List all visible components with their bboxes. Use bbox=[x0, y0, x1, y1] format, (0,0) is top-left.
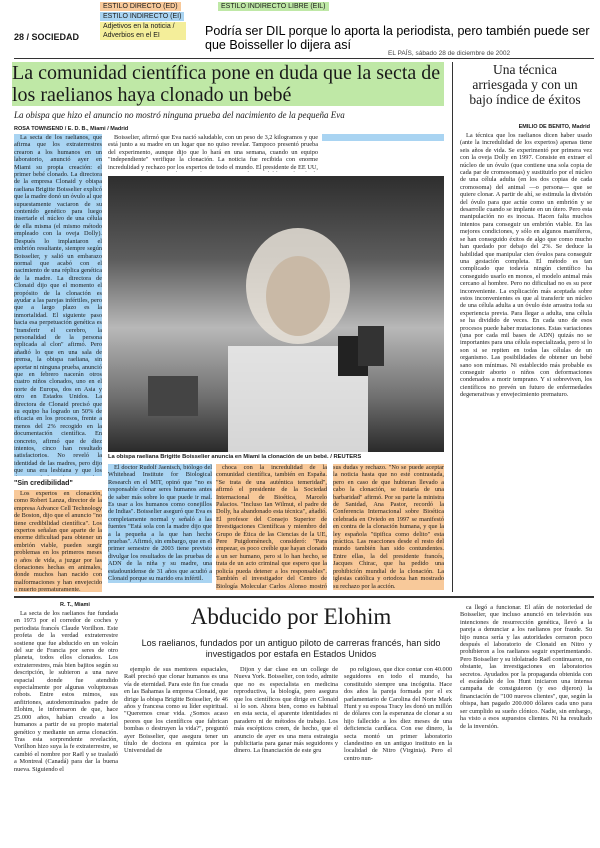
main-subhead: La obispa que hizo el anuncio no mostró ninguna prueba del nacimiento de la pequeña Eva bbox=[14, 110, 345, 120]
photo-figure bbox=[108, 176, 444, 452]
second-col3-text: Dijon y dar clase en un college de Nueva York. Boisselier, con todo, admite que no es especialista en medicina reproductiva, la biología, pero asegura que los científicos que dirige en Clonaid sí lo son. Ahora bien, como es habitual en esta secta, el aparente identidades ni paradero ni de métodos de trabajo. Los más escépticos creen, de hecho, que el anuncio de ayer es una mera estrategia publicitaria para ganar más seguidores y dinero. La financiación de este gru bbox=[234, 666, 338, 755]
main-col3-text: choca con la incredulidad de la comunidad científica, también en España. "Se trata de una auténtica temeridad", afirmó el presidente de la Sociedad Internacional de Bioética, Marcelo Palacios. "Incluso Ian Wilmut, el padre de Dolly, ha abandonado esta técnica", añadió. El profesor del Consejo Superior de Investigaciones Científicas y miembro del Grupo de Ética de las Ciencias de la UE, Pere Puigdomènech, consideró: "Para empezar, es poco creíble que hayan clonado a un ser humano, pero si lo han hecho, se trata de un acto criminal que espero que la policía pueda detener a los responsables". También el investigador del Centro de Biología Molecular Carlos Alonso mostró sus dudas y rechazo. "No se puede aceptar la noticia hasta que no esté contrastada, pero en caso de que hubieran llevado a cabo la clonación, se trataría de una barbaridad" afirmó. Por su parte la ministra de Sanidad, Ana Pastor, recordó la Conferencia Internacional sobre Bioética celebrada en Oviedo en 1997 se manifestó en contra de la clonación humana, y que la ley española "tipifica como delito" esta práctica. Las reacciones desde el resto del mundo también han sido contundentes. Entre ellas, la del presidente francés, Jacques Chirac, que ha pedido una prohibición mundial de la clonación. La iglesias católica y ortodoxa han mostrado su rechazo por la acción. bbox=[216, 464, 444, 590]
main-column-2-top bbox=[108, 134, 318, 172]
second-subhead: Los raelianos, fundados por un antiguo piloto de carreras francés, han sido investigados por estafa en Estados Unidos bbox=[141, 638, 441, 659]
sidebar-text: La técnica que los raelianos dicen haber usado (ante la incredulidad de los expertos) apenas tiene seis años de vida. Se experimentó por primera vez con la oveja Dolly en 1997. Consiste en extraer el núcleo de un óvulo (que contiene una sola copia de cada par de cromosomas) y sustituirlo por el núcleo de una célula adulta (en los dos copias de cada cromosoma) del animal —o persona— que se quiere clonar. A partir de ahí, se estimula la división del óvulo para que actúe como un embrión y se desarrolle cuando se implante en un útero. Pero esta manipulación no es inocua. Hacen falta muchos intentos para conseguir un embrión viable. En las mejores condiciones, y sólo en algunos mamíferos, se han conseguido éxitos de algo que como mucho han quedado por debajo del 2%. Se deduce la habilidad que manipular cien óvulos para conseguir una gestación completa. El método es tan complicado que todavía ningún científico ha conseguido usarlo en monos, el modelo animal más cercano al hombre. Pero no dificultad no es su peor inconveniente. La explicación más aceptada sobre estos inconvenientes es que al transferir un núcleo de una célula adulta a un óvulo éste arrastra toda su experiencia previa. Para llegar a adulta, una célula se ha dividido de veces. En cada uno de esos procesos puede haber mutaciones. Estas variaciones (una por cada mil bases de ADN) quizás no se importantes para una célula especializada, pero si lo son si se repiten en todas las células de un organismo. Las posibilidades de obtener un bebé sano son mínimas. Ni establecido más probable es conseguir aborto o niños con deformaciones condenados a morir temprano. Y si sobreviven, los científicos no prevén un futuro de enfermedades degenerativas y envejecimiento prematuro. bbox=[460, 132, 592, 399]
photo-caption: La obispa raeliana Brigitte Boisselier anuncia en Miami la clonación de un bebé. / REUTERS bbox=[108, 454, 362, 460]
legend-item-directo: ESTILO DIRECTO (ED) bbox=[100, 2, 181, 11]
main-headline: La comunidad científica pone en duda que la secta de los raelianos haya clonado un bebé bbox=[12, 62, 444, 106]
main-column-2b bbox=[108, 464, 212, 592]
main-column-1 bbox=[14, 134, 102, 476]
legend-item-libre: ESTILO INDIRECTO LIBRE (EIL) bbox=[218, 2, 329, 11]
main-col2b-text: El doctor Rudolf Jaenisch, biólogo del Whitehead Institute for Biological Research en el MIT, opinó que "no es responsable clonar seres humanos antes de saber más sobre lo que puede ir mal. Es usar a los humanos como conejillos de Indias". Boisselier aseguró que Eva es completamente normal y señaló a las fuentes "Está sola con la madre dijo que a la pequeña a la que han hecho pruebas". Afirmó, sin embargo, que en el primer semestre de 2003 tiene previsto divulgar los resultados de las pruebas de ADN de la niña y su madre, una estadounidense de 31 años que acudió a Clonaid porque su marido era infértil. bbox=[108, 464, 212, 583]
crosshead: "Sin credibilidad" bbox=[14, 480, 73, 487]
second-column-2 bbox=[124, 666, 228, 840]
sidebar-divider bbox=[452, 62, 453, 592]
main-column-3 bbox=[216, 464, 444, 592]
second-column-3 bbox=[234, 666, 338, 840]
second-column-5 bbox=[460, 604, 592, 840]
second-col4-text: po religioso, que dice contar con 40.000 seguidores en todo el mundo, ha constituido siempre una incógnita. Hace dos años la pareja formada por el ex parlamentario de Carolina del Norte Mark Hunt y su esposa Tracy les donó un millón de dólares con la esperanza de clonar a su hijo fallecido a los diez meses de una deficiencia cardíaca. Con ese dinero, la secta montó un primer laboratorio clandestino en un antiguo instituto en la localidad de Nitro (Virginia). Pero el centro nun- bbox=[344, 666, 452, 762]
legend-item-indirecto: ESTILO INDIRECTO (EI) bbox=[100, 12, 184, 21]
second-col1-text: La secta de los raelianos fue fundada en 1973 por el corredor de coches y periodista francés Claude Vorilhon. Este profeta de la verdad extraterrestre sostiene que fue abducido en un volcán del sur de Francia por seres de otro planeta, todos ellos clonados. Los extraterrestres, más bien bajitos según su descripción, le subieron a una nave espacial donde fue atendido especialmente por algunas voluptuosas robots. Entre estos mimos, sus anfitriones, autodenominados padre de Elohim, le informaron de que, hace 25.000 años, habían creado a los humanos a partir de su propio material genético y mediante un arma clonación. Tras esta sorprendente revelación, Vorilhon hizo suya la fe extraterrestre, se cambió el nombre por Raël y se trasladó a Montreal (Canadá) para dar la buena nueva. Siguiendo el bbox=[14, 610, 118, 773]
second-column-4 bbox=[344, 666, 452, 840]
handwritten-note: Podría ser DIL porque lo aporta la periodista, pero también puede ser que Boisseller lo dijera así bbox=[205, 24, 590, 52]
second-col2-text: ejemplo de sus mentores espaciales, Raël precisó que clonar humanos es una vía de eternidad. Para este fin fue creada en las Bahamas la empresa Clonaid, que dirige la obispa Brigitte Boisselier, de 46 años y francesa como su líder espiritual. "Queremos crear vida. ¿Somos acaso peores que los científicos que fabrican bombas o destruyen la vida?", preguntó ayer Boisselier, que asegura tener un título de doctora en química por la Universidad de bbox=[124, 666, 228, 755]
main-col3-top-text bbox=[322, 134, 444, 141]
dateline: EL PAÍS, sábado 28 de diciembre de 2002 bbox=[388, 50, 511, 57]
main-col2-text: Boisselier, afirmó que Eva nació saludable, con un peso de 3,2 kilogramos y que está junto a su madre en un lugar que no quiso revelar. Tampoco presentó prueba del experimento, aunque dijo que lo hará en una semana, cuando un equipo "independiente" verifique la clonación. La noticia fue recibida con enorme incredulidad y rechazo por los expertos de todo el mundo. El presidente de EE UU, bbox=[108, 134, 318, 171]
mid-rule bbox=[14, 596, 594, 598]
main-col1-text: La secta de los raelianos, que afirma que los extraterrestres crearon a los humanos en un laboratorio, anunció ayer en Miami su propia creación: el primer bebé clonado. La directora de la empresa Clonaid y obispa raeliana Brigitte Boisselier explicó que la madre donó un óvulo al que supuestamente vaciaron de su contenido genético para luego insertarle el núcleo de una célula de ella misma (el mismo método empleado con la oveja Dolly). Después lo implantaron el embrión resultante, siempre según Boisselier, y salió un embarazo normal que acabó con el nacimiento de una réplica genética de la madre. La directora de Clonaid dijo que el momento el propósito de la clonación es ayudar a las parejas infértiles, pero que a largo plazo es la inmortalidad. El siguiente paso hacia esa perpetuación genética es "transferir el cerebro, la personalidad de la persona replicada al clon" afirmó. Pero añadió lo que en una sala de prensa, la obispa raeliana, sin aportar ni ninguna prueba, anunció que en febrero nacerán otros cuatro niños clonados, uno en el norte de Europa, dos en Asia y otro en Estados Unidos. La directora de Clonaid precisó que su equipo ha logrado un 50% de eficacia en los procesos, frente a menos del 2% recogido en la documentación científica. En concreto, afirmó que de diez intentos, cinco han resultado satisfactorios. No reveló la identidad de las madres, pero dijo que una era lesbiana y que los bbox=[14, 134, 102, 476]
photo-boisselier bbox=[108, 176, 444, 452]
main-byline: ROSA TOWNSEND / E. D. B., Miami / Madrid bbox=[14, 126, 129, 132]
second-headline: Abducido por Elohim bbox=[190, 604, 392, 629]
page-section: 28 / SOCIEDAD bbox=[14, 32, 80, 42]
sidebar-body bbox=[460, 132, 592, 592]
main-col1b-text: Los expertos en clonación, como Robert Lanza, director de la empresa Advance Cell Technology de Boston, dijo que el anuncio "no tiene credibilidad científica". Los expertos señalan que aparte de la enorme dificultad para obtener un embrión viable, pueden surgir problemas en los primeros meses o años de vida, a juzgar por las clonaciones hechas en animales, donde muchos han nacido con malformaciones y han envejecido o muerto prematuramente. bbox=[14, 490, 102, 592]
main-column-1b bbox=[14, 490, 102, 592]
second-byline: R. T., Miami bbox=[60, 602, 90, 608]
top-rule bbox=[14, 58, 594, 59]
sidebar-byline: EMILIO DE BENITO, Madrid bbox=[518, 124, 590, 130]
second-col5-text: ca llegó a funcionar. El afán de notoriedad de Boisselier, que incluso anunció en televisión sus intenciones de resurrección genética, llevó a la pareja a denunciar a los raelianos por fraude. Su hijo nunca sería y las autoridades cerraron poco después el laboratorio de Clonaid en Nitro y prohibieron a los raelianos seguir experimentando. Pero Boisselier y su idolatrado Raël continuaron, no obstante, las investigaciones en laboratorios secretos. Ayudados por la propaganda obtenida con el escándalo de los Hunt iniciaron una intensa campaña de consiguieron (y eso dijeron) la financiación de "100 nuevos clientes", que, según la obispa, han pagado 200.000 dólares cada uno para ser cumplido su sueño clónico. Nadie, sin embargo, ha visto a esos supuestos clientes. Ni ha resultado de la inversión. bbox=[460, 604, 592, 730]
main-column-3-top bbox=[322, 134, 444, 172]
second-column-1 bbox=[14, 610, 118, 840]
sidebar-title: Una técnica arriesgada y con un bajo índice de éxitos bbox=[469, 62, 581, 107]
legend-item-adjetivos: Adjetivos en la noticia / Adverbios en el EI bbox=[100, 22, 186, 40]
